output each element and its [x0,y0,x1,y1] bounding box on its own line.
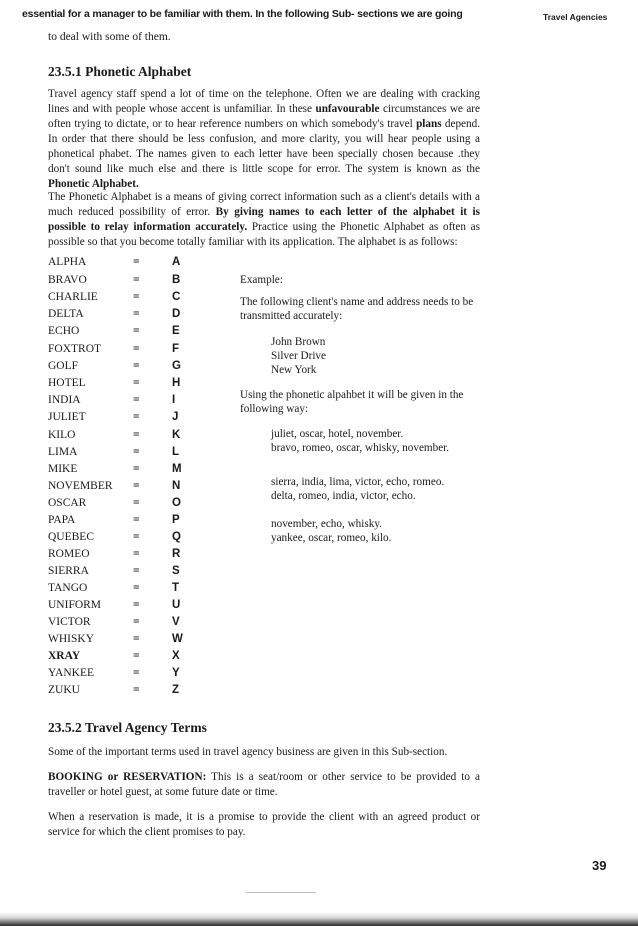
list-item: BRAVO = B [48,274,181,286]
spelling-group-city [271,517,491,545]
list-item: ECHO = E [48,325,180,337]
list-item: MIKE = M [48,463,182,475]
spelling-group-street [271,475,491,503]
example-intro: The following client's name and address needs to be transmitted accurately: [240,296,474,322]
list-item: GOLF = G [48,360,181,372]
list-item: KILO = K [48,429,181,441]
term-booking: BOOKING or RESERVATION: [48,771,207,783]
section-heading-travel-terms: 23.5.2 Travel Agency Terms [48,720,207,735]
spelling-line: delta, romeo, india, victor, echo. [271,490,416,502]
page-number: 39 [592,858,607,873]
spelling-group-name [271,427,491,455]
section-heading-phonetic-alphabet: 23.5.1 Phonetic Alphabet [48,64,192,79]
list-item: SIERRA = S [48,565,180,577]
address-line: Silver Drive [271,350,326,362]
scan-artifact [246,892,316,893]
list-item: JULIET = J [48,411,179,423]
spelling-line: yankee, oscar, romeo, kilo. [271,532,392,544]
list-item: QUEBEC = Q [48,531,181,543]
paragraph-reservation: When a reservation is made, it is a promise to provide the client with an agreed product or service for which the client promises to pay. [48,811,480,838]
continued-text-line2: to deal with some of them. [48,31,171,43]
paragraph-phonetic-intro: Travel agency staff spend a lot of time on the telephone. Often we are dealing with cracking lines and with people whose accent is unfamiliar. In these unfavourable circumstances we are often trying to dictate, or to hear reference numbers on which somebody's travel plans depend. In order that there should be less confusion, and more clarity, you will hear people using a phonetical phabet. The names given to each letter have been specially chosen because .they don't sound like much else and there is little scope for error. The system is known as the Phonetic Alphabet. [48,88,480,190]
list-item: TANGO = T [48,582,180,594]
list-item: PAPA = P [48,514,180,526]
list-item: YANKEE = Y [48,667,180,679]
list-item: INDIA = I [48,394,176,406]
scan-bottom-edge [0,912,638,926]
list-item: XRAY = X [48,650,180,662]
list-item: DELTA = D [48,308,181,320]
example-using-text: Using the phonetic alpahbet it will be given in the following way: [240,389,464,415]
spelling-line: bravo, romeo, oscar, whisky, november. [271,442,450,454]
list-item: HOTEL = H [48,377,181,389]
list-item: LIMA = L [48,446,180,458]
example-label: Example: [240,274,283,286]
list-item: OSCAR = O [48,497,181,509]
running-header-title: Travel Agencies [543,12,608,22]
list-item: UNIFORM = U [48,599,181,611]
list-item: FOXTROT = F [48,343,180,355]
paragraph-booking-definition: BOOKING or RESERVATION: This is a seat/room or other service to be provided to a traveller or hotel guest, at some future date or time. [48,771,480,798]
address-line: John Brown [271,336,326,348]
address-line: New York [271,364,317,376]
paragraph-terms-intro: Some of the important terms used in travel agency business are given in this Sub-section. [48,746,448,758]
list-item: ROMEO = R [48,548,181,560]
spelling-line: juliet, oscar, hotel, november. [271,428,404,440]
continued-text-top: essential for a manager to be familiar with them. In the following Sub- sections we are going [22,8,463,20]
list-item: ALPHA = A [48,256,181,268]
paragraph-phonetic-purpose: The Phonetic Alphabet is a means of giving correct information such as a client's details with a much reduced possibility of error. By giving names to each letter of the alphabet it is possible to relay information accurately. Practice using the Phonetic Alphabet as often as possible so that you become totally familiar with its application. The alphabet is as follows: [48,191,480,248]
example-address [271,335,491,377]
list-item: ZUKU = Z [48,684,180,696]
list-item: NOVEMBER = N [48,480,181,492]
list-item: VICTOR = V [48,616,180,628]
list-item: WHISKY = W [48,633,183,645]
spelling-line: sierra, india, lima, victor, echo, romeo. [271,476,445,488]
list-item: CHARLIE = C [48,291,181,303]
spelling-line: november, echo, whisky. [271,518,382,530]
